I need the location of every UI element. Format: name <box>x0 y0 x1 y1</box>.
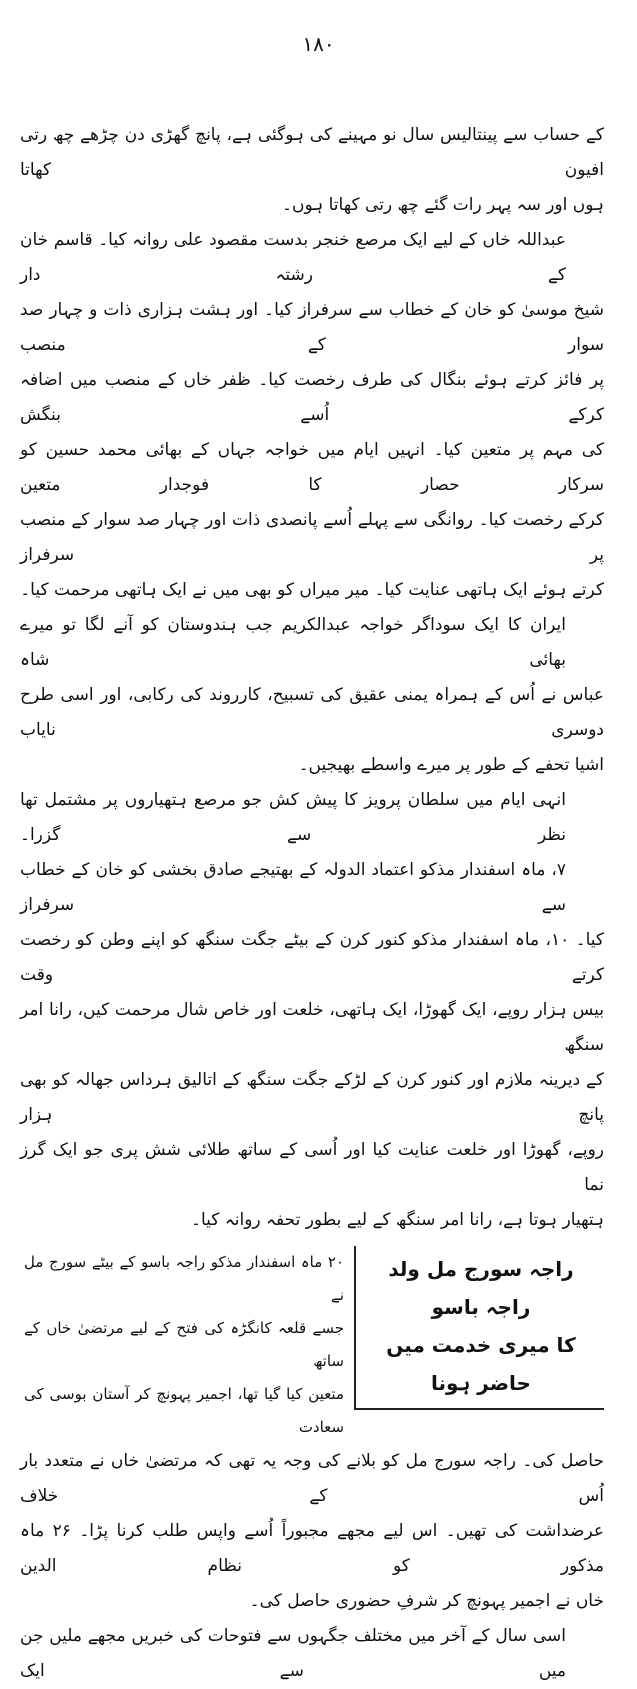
text-line: کرکے رخصت کیا۔ روانگی سے پہلے اُسے پانصدی ذات اور چہار صد سوار کے منصب پر سرفراز <box>20 510 604 565</box>
text-line: کے حساب سے پینتالیس سال نو مہینے کی ہوگئی ہے، پانچ گھڑی دن چڑھے چھ رتی افیون کھاتا <box>20 125 604 180</box>
text-line: پر فائز کرتے ہوئے بنگال کی طرف رخصت کیا۔ ظفر خاں کے منصب میں اضافہ کرکے اُسے بنگش <box>20 370 604 425</box>
side-heading-line: کا میری خدمت میں حاضر ہونا <box>386 1333 576 1395</box>
side-text <box>20 1246 354 1444</box>
text-line: کیا۔ ۱۰، ماہ اسفندار مذکو کنور کرن کے بیٹے جگت سنگھ کو اپنے وطن کو رخصت کرتے وقت <box>20 930 604 985</box>
side-heading-line: راجہ سورج مل ولد راجہ باسو <box>388 1257 574 1319</box>
text-line: جسے قلعہ کانگڑہ کی فتح کے لیے مرتضیٰ خاں کے ساتھ <box>24 1319 344 1370</box>
paragraph-start-line: اسی سال کے آخر میں مختلف جگہوں سے فتوحات کی خبریں مجھے ملیں جن میں سے ایک <box>20 1626 566 1681</box>
paragraph-start-line: ایران کا ایک سوداگر خواجہ عبدالکریم جب ہندوستان کو آنے لگا تو میرے بھائی شاہ <box>20 615 566 670</box>
page-number: ۱۸۰ <box>302 32 335 56</box>
text-line: کے دیرینہ ملازم اور کنور کرن کے لڑکے جگت سنگھ کے اتالیق ہرداس جھالہ کو بھی پانچ ہزار <box>20 1070 604 1125</box>
text-line: ہوں اور سہ پہر رات گئے چھ رتی کھاتا ہوں۔ <box>282 195 604 215</box>
text-line: روپے، گھوڑا اور خلعت عنایت کیا اور اُسی کے ساتھ طلائی شش پری جو ایک گرز نما <box>20 1140 604 1195</box>
text-line: خاں نے اجمیر پہونچ کر شرفِ حضوری حاصل کی۔ <box>249 1591 604 1611</box>
side-heading <box>354 1246 604 1410</box>
side-heading-section <box>20 1246 604 1444</box>
text-line: ۲۰ ماہ اسفندار مذکو راجہ باسو کے بیٹے سورج مل نے <box>24 1253 344 1304</box>
text-line: عباس نے اُس کے ہمراہ یمنی عقیق کی تسبیح، کارروند کی رکابی، اور اسی طرح دوسری نایاب <box>20 685 604 740</box>
text-line: شیخ موسیٰ کو خان کے خطاب سے سرفراز کیا۔ اور ہشت ہزاری ذات و چہار صد سوار کے منصب <box>20 300 604 355</box>
text-line: کی مہم پر متعین کیا۔ انہیں ایام میں خواجہ جہاں کے بھائی محمد حسین کو سرکار حصار کا فوجدار متعین <box>20 440 604 495</box>
text-line: حاصل کی۔ راجہ سورج مل کو بلانے کی وجہ یہ تھی کہ مرتضیٰ خاں نے متعدد بار اُس کے خلاف <box>20 1451 604 1506</box>
paragraph-start-line: انہی ایام میں سلطان پرویز کا پیش کش جو مرصع ہتھیاروں پر مشتمل تھا نظر سے گزرا۔ <box>20 790 566 845</box>
text-line: ہتھیار ہوتا ہے، رانا امر سنگھ کے لیے بطور تحفہ روانہ کیا۔ <box>191 1210 604 1230</box>
page-text <box>20 118 604 1689</box>
paragraph-start-line: ۷، ماہ اسفندار مذکو اعتماد الدولہ کے بھتیجے صادق بخشی کو خان کے خطاب سے سرفراز <box>20 860 566 915</box>
text-line: کرتے ہوئے ایک ہاتھی عنایت کیا۔ میر میراں کو بھی میں نے ایک ہاتھی مرحمت کیا۔ <box>20 580 604 600</box>
text-line: بیس ہزار روپے، ایک گھوڑا، ایک ہاتھی، خلعت اور خاص شال مرحمت کیں، رانا امر سنگھ <box>20 1000 604 1055</box>
text-line: عرضداشت کی تھیں۔ اس لیے مجھے مجبوراً اُسے واپس طلب کرنا پڑا۔ ۲۶ ماہ مذکور کو نظام الدین <box>20 1521 604 1576</box>
text-line: اشیا تحفے کے طور پر میرے واسطے بھیجیں۔ <box>298 755 604 775</box>
text-line: متعین کیا گیا تھا، اجمیر پہونچ کر آستان بوسی کی سعادت <box>24 1385 344 1436</box>
paragraph-start-line: عبداللہ خاں کے لیے ایک مرصع خنجر بدست مقصود علی روانہ کیا۔ قاسم خان کے رشتہ دار <box>20 230 566 285</box>
